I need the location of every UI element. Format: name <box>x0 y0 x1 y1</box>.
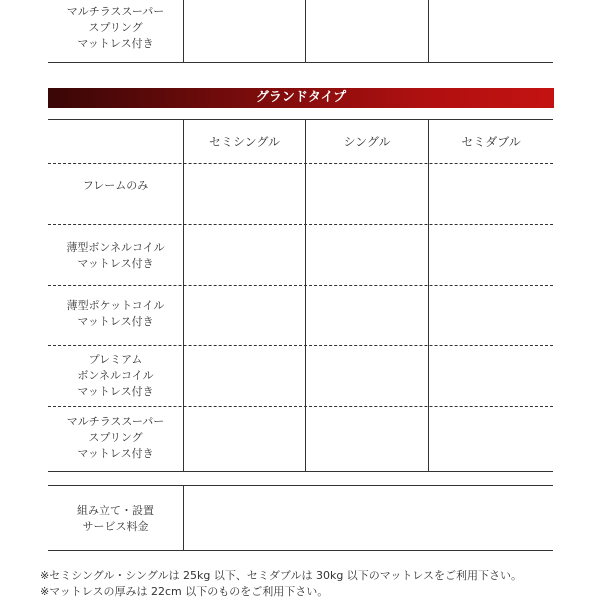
top-table-bottom-line <box>48 62 553 63</box>
service-table-bottom-line <box>48 550 553 551</box>
row-label-frame-only: フレームのみ <box>82 179 149 192</box>
top-row-label: マルチラススーパー スプリング マットレス付き <box>66 5 165 50</box>
row-label-thin-pocket: 薄型ポケットコイル マットレス付き <box>66 299 165 328</box>
grand-type-title: グランドタイプ <box>255 90 347 105</box>
note-weight-limit: ※セミシングル・シングルは 25kg 以下、セミダブルは 30kg 以下のマットレスをご利用下さい。 <box>40 569 523 582</box>
service-fee-label: 組み立て・設置 サービス料金 <box>77 504 154 533</box>
column-header-single: シングル <box>343 135 391 149</box>
row-divider <box>48 345 553 346</box>
top-col-divider-1 <box>183 0 184 62</box>
column-header-semi-double: セミダブル <box>461 135 521 149</box>
grand-col-divider-1 <box>183 119 184 471</box>
grand-col-divider-2 <box>305 119 306 471</box>
top-col-divider-3 <box>428 0 429 62</box>
row-divider <box>48 285 553 286</box>
service-col-divider <box>183 485 184 550</box>
grand-table-top-line <box>48 119 553 120</box>
grand-col-divider-3 <box>428 119 429 471</box>
row-divider <box>48 163 553 164</box>
top-col-divider-2 <box>305 0 306 62</box>
row-divider <box>48 406 553 407</box>
grand-type-banner <box>48 88 554 109</box>
row-label-thin-bonnell: 薄型ボンネルコイル マットレス付き <box>66 241 165 270</box>
grand-table-bottom-line <box>48 471 553 472</box>
column-header-semi-single: セミシングル <box>208 135 281 149</box>
row-divider <box>48 224 553 225</box>
row-label-multiras-super: マルチラススーパー スプリング マットレス付き <box>66 415 165 460</box>
row-label-premium-bonnell: プレミアム ボンネルコイル マットレス付き <box>77 353 154 398</box>
service-table-top-line <box>48 485 553 486</box>
note-thickness-limit: ※マットレスの厚みは 22cm 以下のものをご利用下さい。 <box>40 585 329 598</box>
